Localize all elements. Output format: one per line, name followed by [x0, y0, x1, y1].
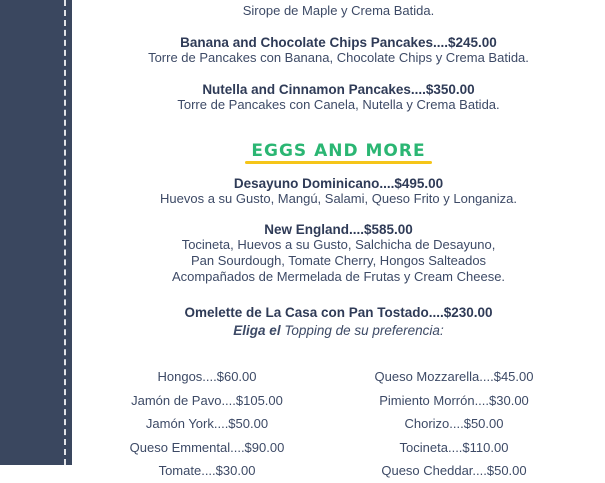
item-price: ....$495.00 — [379, 176, 444, 191]
item-name: Omelette de La Casa con Pan Tostado — [184, 305, 429, 320]
menu-item-nutella-pancakes — [72, 82, 605, 113]
section-header — [72, 141, 605, 161]
item-description-line: Tocineta, Huevos a su Gusto, Salchicha de Desayuno, — [181, 237, 496, 252]
item-description: Torre de Pancakes con Canela, Nutella y Crema Batida. — [177, 97, 500, 112]
menu-item-new-england — [72, 222, 605, 285]
item-price: ....$245.00 — [433, 35, 497, 50]
item-name: New England — [264, 222, 349, 237]
topping-item: Tocineta....$110.00 — [399, 439, 509, 455]
item-price: ....$350.00 — [410, 82, 475, 97]
topping-item: Tomate....$30.00 — [158, 463, 256, 478]
menu-item-banana-pancakes — [72, 35, 605, 66]
topping-intro-bold: Eliga el — [233, 323, 281, 338]
menu-page — [72, 0, 605, 478]
item-description: Huevos a su Gusto, Mangú, Salami, Queso Frito y Longaniza. — [160, 191, 517, 206]
item-price: ....$585.00 — [348, 222, 413, 237]
topping-item: Queso Cheddar....$50.00 — [381, 463, 527, 478]
topping-intro — [72, 323, 605, 338]
topping-intro-rest: Topping de su preferencia: — [280, 323, 444, 338]
stitch-line — [64, 0, 66, 465]
item-name: Banana and Chocolate Chips Pancakes — [180, 35, 434, 50]
topping-item: Jamón York....$50.00 — [145, 416, 269, 431]
topping-item: Chorizo....$50.00 — [404, 416, 504, 431]
menu-item-omelette — [72, 305, 605, 338]
topping-item: Queso Emmental....$90.00 — [129, 439, 285, 455]
item-name: Nutella and Cinnamon Pancakes — [202, 82, 411, 97]
section-title — [251, 141, 425, 161]
topping-item: Jamón de Pavo....$105.00 — [131, 392, 283, 408]
topping-item: Queso Mozzarella....$45.00 — [374, 369, 534, 384]
item-description-line: Pan Sourdough, Tomate Cherry, Hongos Salteados — [190, 253, 487, 268]
section-title-text: EGGS AND MORE — [251, 141, 426, 161]
sidebar-band — [0, 0, 72, 465]
topping-item: Pimiento Morrón....$30.00 — [379, 392, 529, 408]
item-description-line: Acompañados de Mermelada de Frutas y Cream Cheese. — [171, 269, 506, 284]
item-description: Sirope de Maple y Crema Batida. — [242, 3, 435, 18]
item-name: Desayuno Dominicano — [233, 176, 380, 191]
menu-item-desayuno-dominicano — [72, 176, 605, 207]
topping-item: Hongos....$60.00 — [157, 369, 257, 384]
section-underline — [245, 161, 431, 164]
item-price: ....$230.00 — [428, 305, 493, 320]
item-description: Torre de Pancakes con Banana, Chocolate Chips y Crema Batida. — [148, 50, 529, 65]
